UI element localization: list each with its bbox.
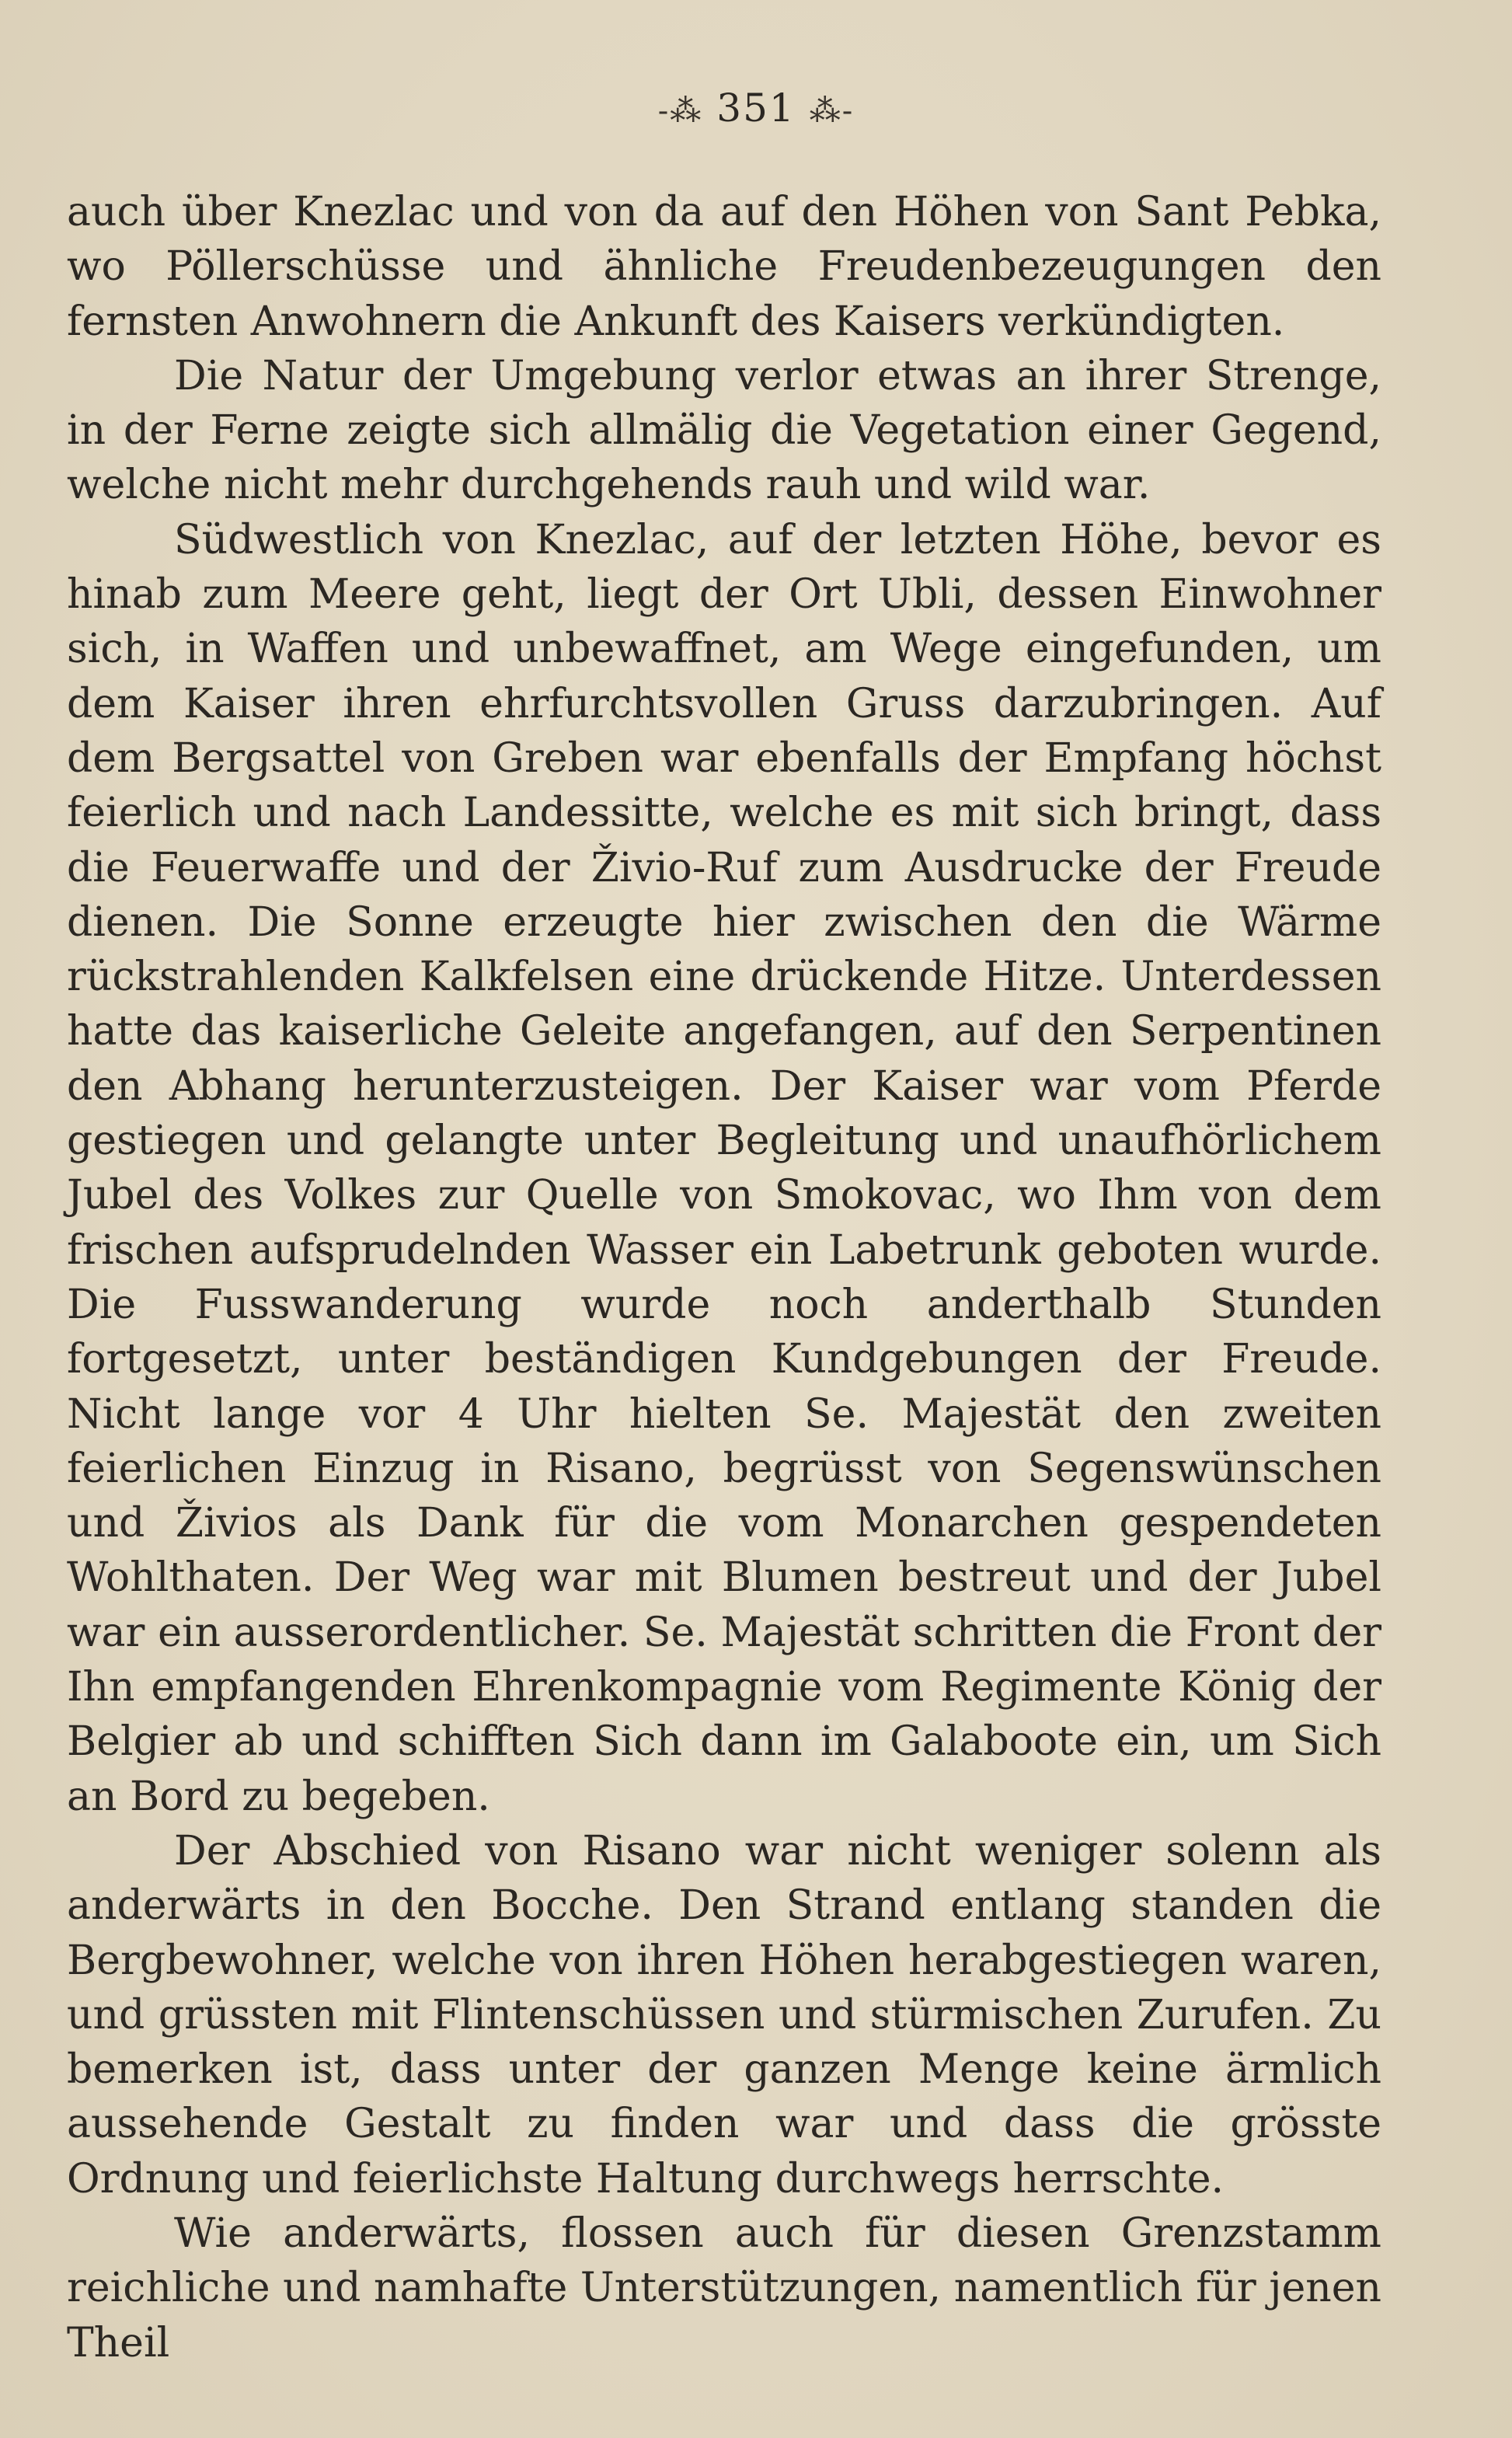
page-header	[0, 85, 1512, 131]
paragraph-continued: auch über Knezlac und von da auf den Höhen von Sant Pebka, wo Pöllerschüsse und ähnliche Freudenbezeugungen den fernsten Anwohnern die Ankunft des Kaisers verkündigten.	[67, 189, 1381, 345]
paragraph: Wie anderwärts, flossen auch für diesen Grenzstamm reichliche und namhafte Unterstützungen, namentlich für jenen Theil	[67, 2210, 1381, 2366]
paragraph: Der Abschied von Risano war nicht weniger solenn als anderwärts in den Bocche. Den Strand entlang standen die Bergbewohner, welche von ihren Höhen herabgestiegen waren, und grüssten mit Flintenschüssen und stürmischen Zurufen. Zu bemerken ist, dass unter der ganzen Menge keine ärmlich aussehende Gestalt zu finden war und dass die grösste Ordnung und feierlichste Haltung durchwegs herrschte.	[67, 1827, 1381, 2203]
right-ornament: ⁂-	[809, 93, 855, 129]
page-number: 351	[716, 85, 796, 131]
left-ornament: -⁂	[657, 93, 703, 129]
paragraph: Die Natur der Umgebung verlor etwas an ihrer Strenge, in der Ferne zeigte sich allmälig die Vegetation einer Gegend, welche nicht mehr durchgehends rauh und wild war.	[67, 352, 1381, 509]
body-text	[67, 185, 1381, 2370]
paragraph: Südwestlich von Knezlac, auf der letzten Höhe, bevor es hinab zum Meere geht, liegt der Ort Ubli, dessen Einwohner sich, in Waffen und unbewaffnet, am Wege eingefunden, um dem Kaiser ihren ehrfurchtsvollen Gruss darzubringen. Auf dem Bergsattel von Greben war ebenfalls der Empfang höchst feierlich und nach Landessitte, welche es mit sich bringt, dass die Feuerwaffe und der Živio-Ruf zum Ausdrucke der Freude dienen. Die Sonne erzeugte hier zwischen den die Wärme rückstrahlenden Kalkfelsen eine drückende Hitze. Unterdessen hatte das kaiserliche Geleite angefangen, auf den Serpentinen den Abhang herunterzusteigen. Der Kaiser war vom Pferde gestiegen und gelangte unter Begleitung und unaufhörlichem Jubel des Volkes zur Quelle von Smokovac, wo Ihm von dem frischen aufsprudelnden Wasser ein Labetrunk geboten wurde. Die Fusswanderung wurde noch anderthalb Stunden fortgesetzt, unter beständigen Kundgebungen der Freude. Nicht lange vor 4 Uhr hielten Se. Majestät den zweiten feierlichen Einzug in Risano, begrüsst von Segenswünschen und Živios als Dank für die vom Monarchen gespendeten Wohlthaten. Der Weg war mit Blumen bestreut und der Jubel war ein ausserordentlicher. Se. Majestät schritten die Front der Ihn empfangenden Ehrenkompagnie vom Regimente König der Belgier ab und schifften Sich dann im Galaboote ein, um Sich an Bord zu begeben.	[67, 516, 1381, 1820]
